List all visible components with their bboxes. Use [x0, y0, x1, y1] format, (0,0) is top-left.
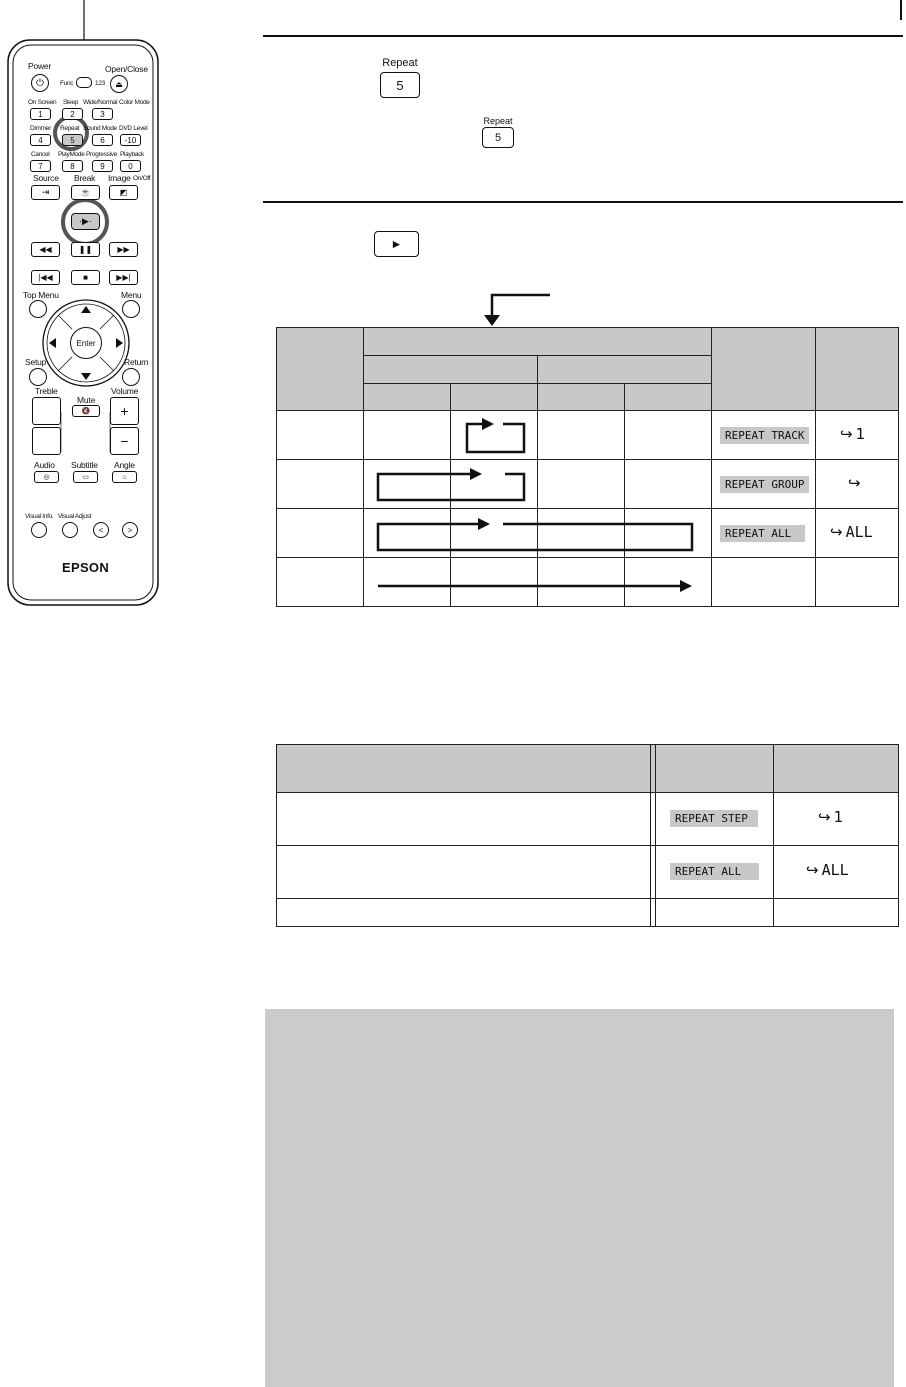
image-onoff-label: On/Off [133, 175, 151, 182]
key-8[interactable]: 8 [62, 160, 83, 172]
icon-text: ALL [821, 861, 849, 879]
repeat-arrow-icon: ↪ [806, 861, 819, 879]
on-screen-label: On Screen [28, 99, 57, 106]
repeat-group-badge: REPEAT GROUP [720, 476, 809, 493]
eject-icon: ⏏ [115, 79, 123, 89]
rewind-icon: ◀◀ [39, 245, 52, 254]
visual-adjust-label: Visual Adjust [58, 513, 92, 520]
table-cell [774, 793, 899, 846]
page-right-button[interactable]: > [122, 522, 138, 538]
top-menu-label: Top Menu [23, 290, 59, 300]
play-icon: ► [390, 237, 403, 251]
dimmer-label: Dimmer [30, 125, 51, 132]
repeat-step-table [276, 744, 899, 927]
play-mode-label: PlayMode [58, 151, 85, 158]
repeat-label: Repeat [60, 125, 80, 132]
table-cell [277, 899, 651, 927]
table-cell [656, 899, 774, 927]
step1-repeat-key2: 5 [482, 127, 514, 148]
key-9[interactable]: 9 [92, 160, 113, 172]
repeat-arrow-icon: ↪ [840, 425, 853, 443]
repeat-arrow-icon: ↪ [830, 523, 843, 541]
image-label: Image [108, 173, 131, 183]
playback-label: Playback [120, 151, 144, 158]
repeat-all-icon [806, 861, 849, 879]
wide-normal-label: Wide/Normal [83, 99, 118, 106]
func-123-label: 123 [95, 80, 105, 87]
repeat-one-icon [818, 808, 843, 826]
func-label: Func [60, 80, 74, 87]
mute-label: Mute [77, 395, 96, 405]
audio-icon: ◎ [43, 474, 50, 481]
key-2[interactable]: 2 [62, 108, 83, 120]
table-cell [774, 899, 899, 927]
volume-up-button[interactable]: + [110, 397, 139, 425]
mute-icon: 🔇 [81, 408, 91, 415]
page-left-button[interactable]: < [93, 522, 109, 538]
step1-repeat-key: 5 [380, 72, 420, 98]
return-label: Return [124, 357, 149, 367]
pause-icon: ❚❚ [78, 245, 93, 254]
power-label: Power [28, 61, 52, 71]
sleep-label: Sleep [63, 99, 79, 106]
step1-repeat-key-label: Repeat [382, 57, 418, 69]
repeat-track-badge: REPEAT TRACK [720, 427, 809, 444]
treble-label: Treble [35, 386, 58, 396]
play-icon: ·▶· [79, 216, 92, 226]
subtitle-label: Subtitle [71, 460, 98, 470]
audio-label: Audio [34, 460, 55, 470]
key-7[interactable]: 7 [30, 160, 51, 172]
key-4[interactable]: 4 [30, 134, 51, 146]
table-cell [277, 793, 651, 846]
visual-info-label: Visual Info. [25, 513, 54, 520]
repeat-all-badge: REPEAT ALL [670, 863, 759, 880]
power-icon: ⏻ [36, 77, 44, 89]
repeat-arrow-icon: ↪ [848, 474, 861, 492]
table-cell [656, 846, 774, 899]
enter-label: Enter [76, 338, 96, 348]
subtitle-icon: ▭ [82, 474, 89, 481]
angle-label: Angle [114, 460, 135, 470]
cancel-label: Cancel [31, 151, 50, 158]
open-close-label: Open/Close [105, 64, 148, 74]
next-icon: ▶▶| [116, 273, 131, 282]
break-label: Break [74, 173, 96, 183]
volume-down-button[interactable]: − [110, 427, 139, 455]
key-0[interactable]: 0 [120, 160, 141, 172]
color-mode-label: Color Mode [119, 99, 150, 106]
image-icon: ◩ [119, 188, 128, 197]
icon-text: ALL [845, 523, 873, 541]
key-3[interactable]: 3 [92, 108, 113, 120]
source-label: Source [33, 173, 59, 183]
repeat-arrow-icon: ↪ [818, 808, 831, 826]
table-cell [277, 846, 651, 899]
key-1[interactable]: 1 [30, 108, 51, 120]
table-cell [656, 793, 774, 846]
menu-label: Menu [121, 290, 142, 300]
header-cell [277, 745, 651, 793]
source-icon: ⇥ [41, 187, 50, 197]
key-6[interactable]: 6 [92, 134, 113, 146]
repeat-5-button[interactable]: 5 [62, 134, 83, 146]
angle-icon: ⌂ [122, 473, 127, 481]
break-icon: ☕ [80, 188, 91, 197]
header-cell [656, 745, 774, 793]
volume-label: Volume [111, 386, 139, 396]
setup-label: Setup [25, 357, 47, 367]
icon-text: 1 [833, 808, 844, 826]
step1-repeat-key2-label: Repeat [483, 116, 513, 126]
epson-logo: EPSON [62, 560, 110, 575]
icon-text: 1 [855, 425, 866, 443]
sound-mode-label: Sound Mode [83, 125, 117, 132]
stop-icon: ■ [83, 273, 88, 282]
key-minus-10[interactable]: -10 [120, 134, 141, 146]
fast-forward-icon: ▶▶ [117, 245, 130, 254]
progressive-label: Progressive [86, 151, 118, 158]
playback-flow-diagram [0, 0, 906, 620]
repeat-all-badge: REPEAT ALL [720, 525, 805, 542]
previous-icon: |◀◀ [38, 273, 53, 282]
header-cell [774, 745, 899, 793]
dvd-level-label: DVD Level [119, 125, 148, 132]
repeat-step-badge: REPEAT STEP [670, 810, 758, 827]
table-cell [774, 846, 899, 899]
note-box [265, 1009, 894, 1387]
